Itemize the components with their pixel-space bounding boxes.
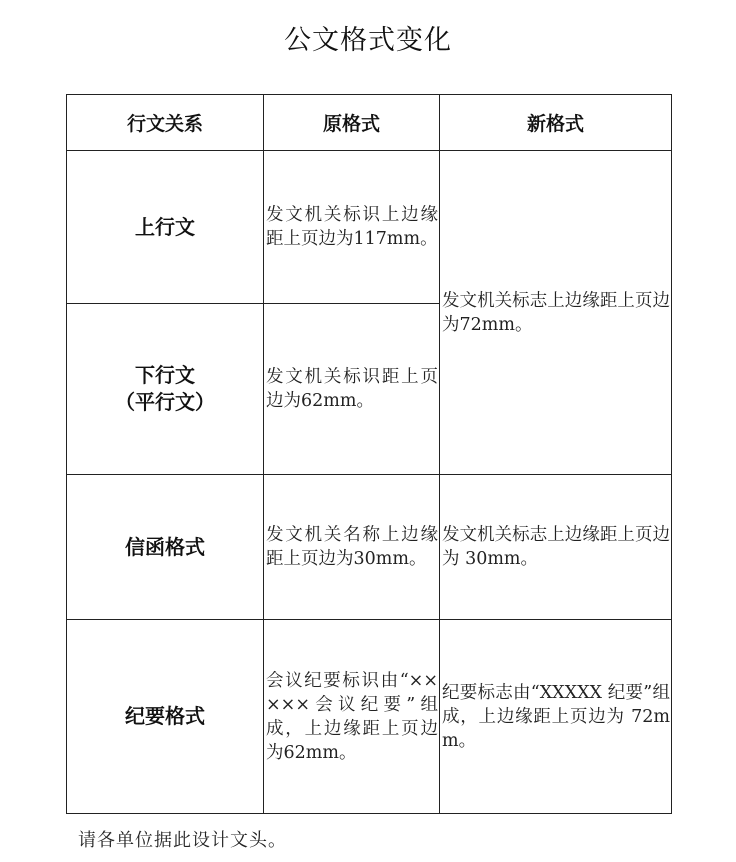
original-format-cell: 发文机关标识上边缘距上页边为117mm。 — [264, 151, 440, 304]
table-row — [67, 151, 672, 304]
relation-cell — [67, 304, 264, 475]
header-relation: 行文关系 — [67, 95, 264, 151]
original-format-cell: 发文机关标识距上页边为62mm。 — [264, 304, 440, 475]
relation-cell: 纪要格式 — [67, 620, 264, 814]
original-format-cell: 发文机关名称上边缘距上页边为30mm。 — [264, 475, 440, 620]
relation-line: 下行文 — [135, 363, 195, 387]
new-format-merged-cell: 发文机关标志上边缘距上页边为72mm。 — [440, 151, 672, 475]
format-change-table — [66, 94, 672, 814]
table-row — [67, 620, 672, 814]
original-format-cell: 会议纪要标识由“×××××会议纪要”组成，上边缘距上页边为62mm。 — [264, 620, 440, 814]
relation-cell: 信函格式 — [67, 475, 264, 620]
table-row — [67, 475, 672, 620]
new-format-cell: 纪要标志由“XXXXX 纪要”组成，上边缘距上页边为 72mm。 — [440, 620, 672, 814]
footer-note: 请各单位据此设计文头。 — [78, 830, 287, 851]
relation-line: （平行文） — [115, 390, 215, 414]
table-header-row — [67, 95, 672, 151]
page-title: 公文格式变化 — [284, 25, 452, 56]
header-original: 原格式 — [264, 95, 440, 151]
header-new: 新格式 — [440, 95, 672, 151]
relation-cell: 上行文 — [67, 151, 264, 304]
new-format-cell: 发文机关标志上边缘距上页边为 30mm。 — [440, 475, 672, 620]
